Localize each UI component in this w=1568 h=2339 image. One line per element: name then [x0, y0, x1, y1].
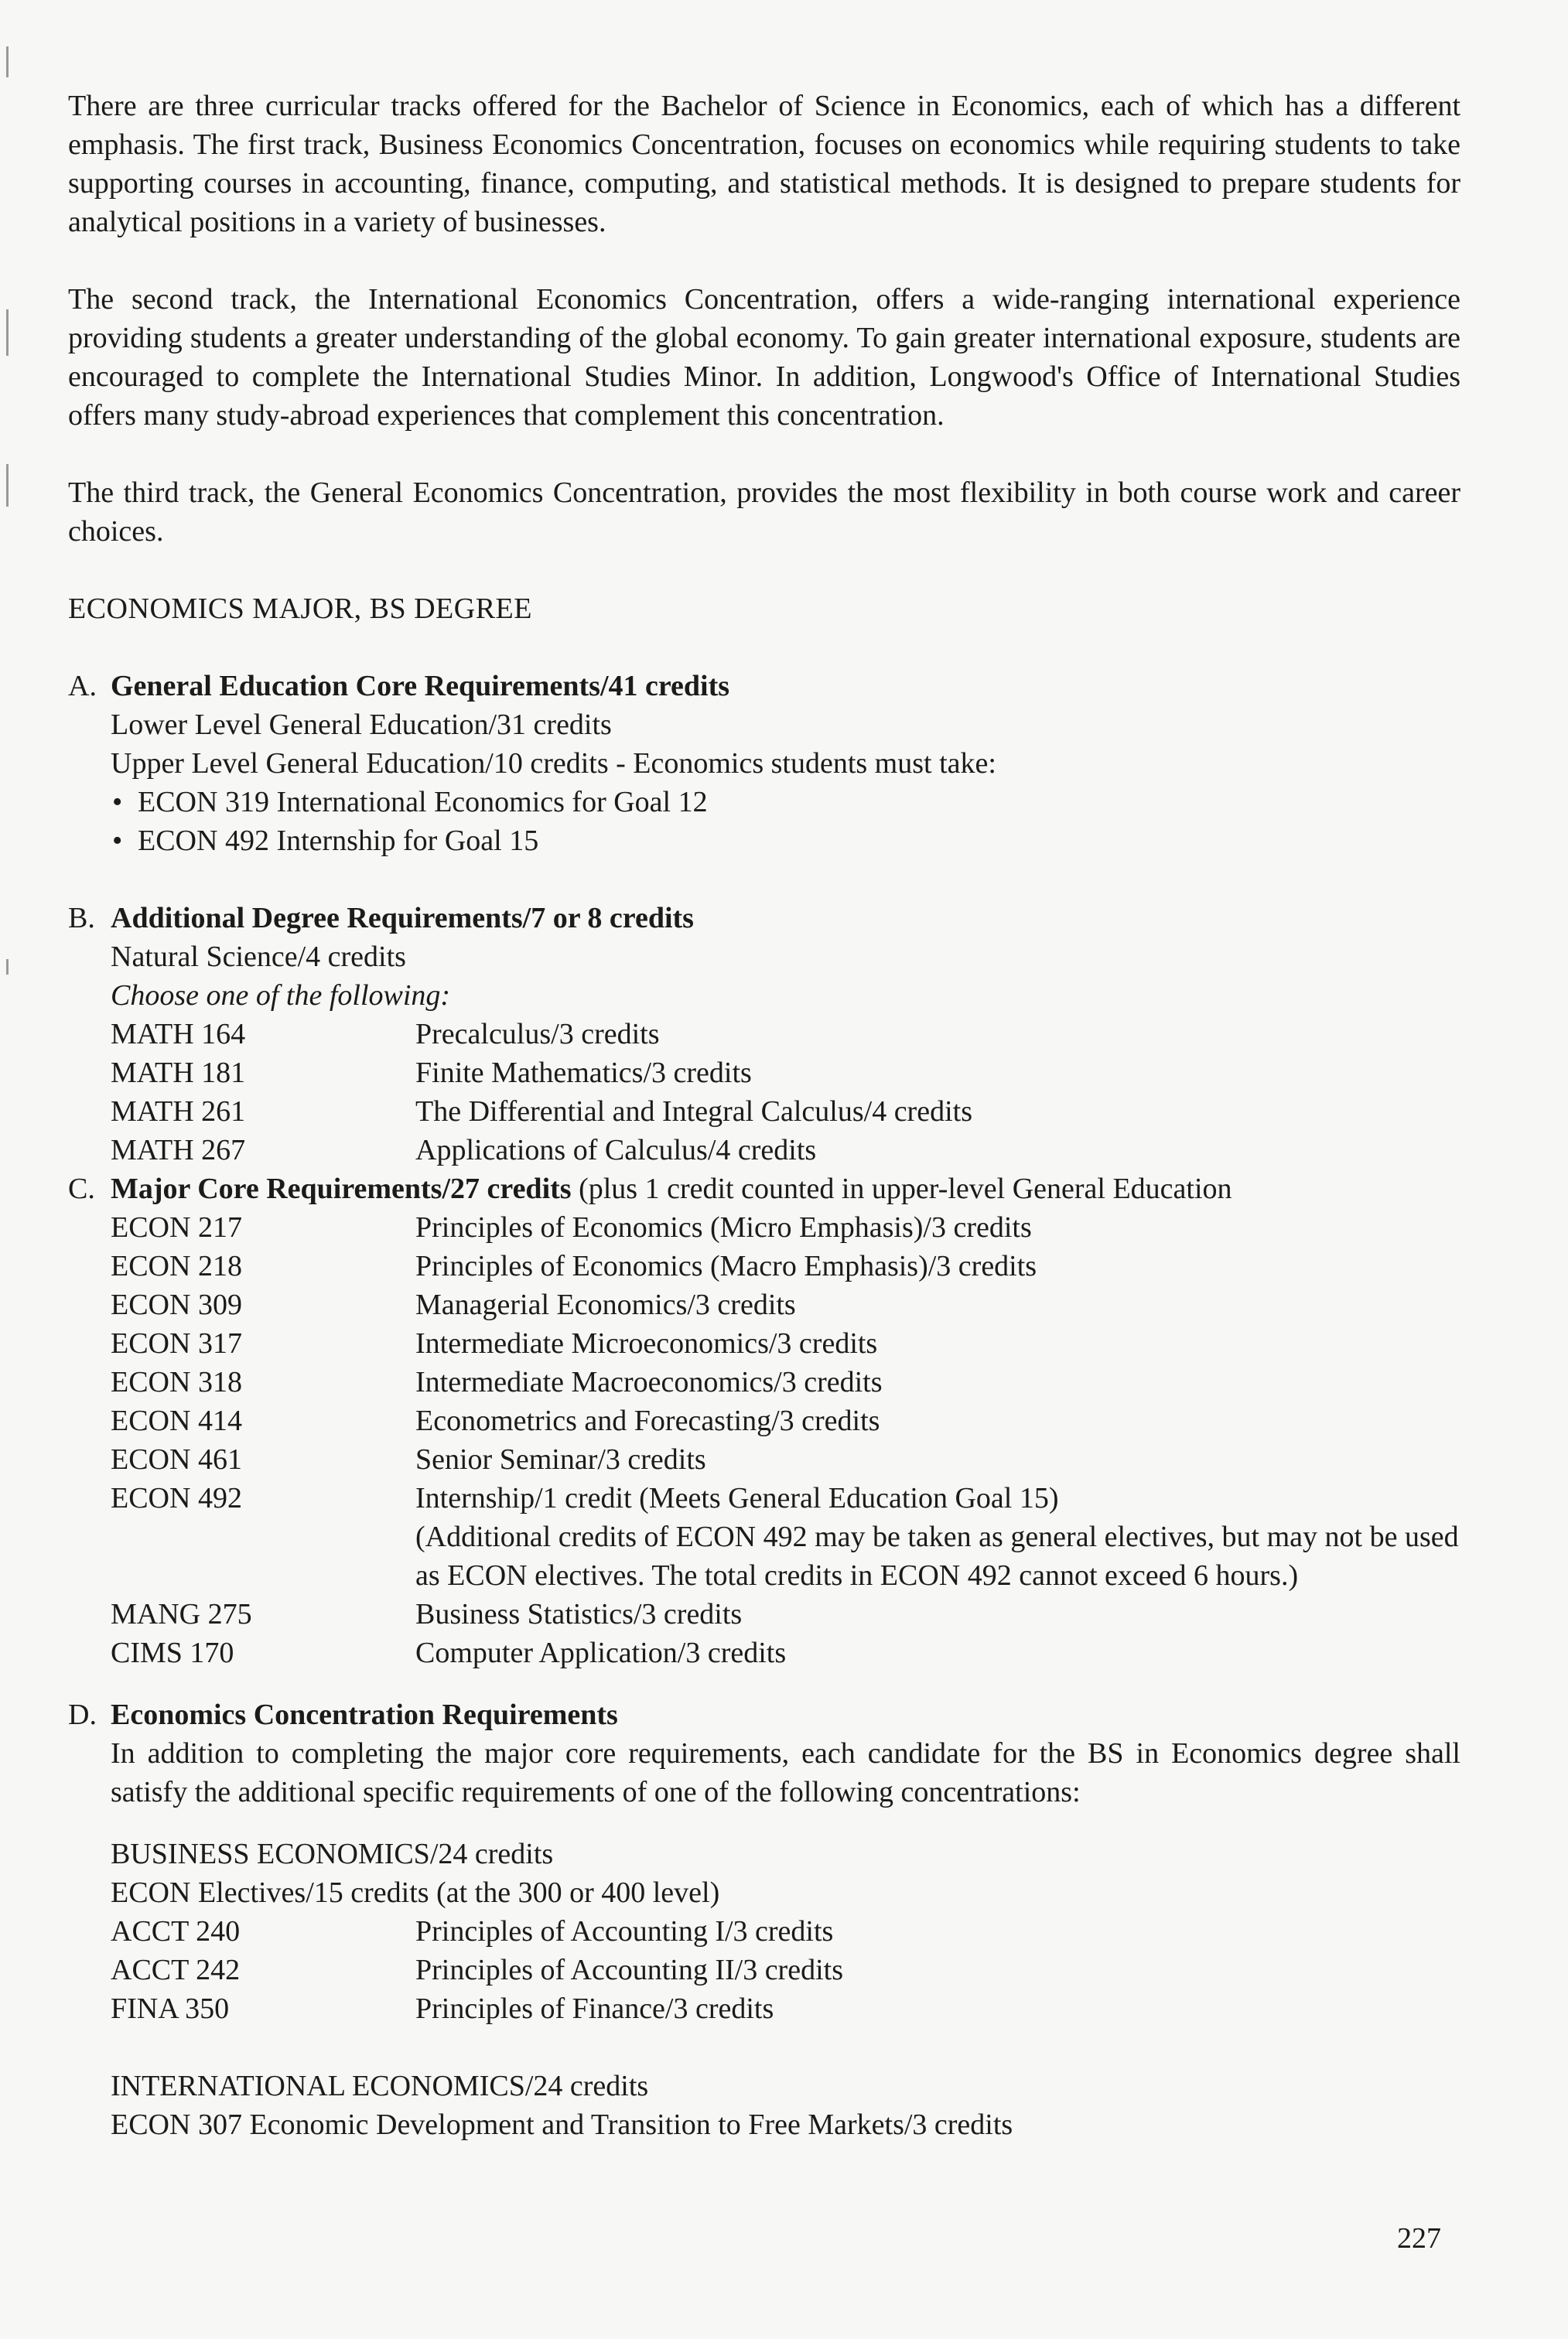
- scan-edge-mark: [6, 309, 9, 356]
- course-code: ECON 414: [111, 1405, 242, 1437]
- course-code: ACCT 240: [111, 1915, 241, 1948]
- course-code: MATH 261: [111, 1095, 246, 1128]
- course-description: Internship/1 credit (Meets General Education Goal 15): [415, 1482, 1059, 1514]
- international-economics-heading: [111, 2067, 1460, 2105]
- course-code: MATH 181: [111, 1057, 246, 1089]
- course-row: [111, 1479, 1460, 1518]
- section-title-note: (plus 1 credit counted in upper-level General Education: [579, 1173, 1232, 1205]
- course-row: [111, 1131, 1460, 1170]
- course-code: CIMS 170: [111, 1637, 234, 1669]
- course-description: Principles of Economics (Micro Emphasis)/3 credits: [415, 1211, 1032, 1244]
- course-row: [111, 1324, 1460, 1363]
- course-code: FINA 350: [111, 1992, 230, 2025]
- course-code: MATH 267: [111, 1134, 246, 1166]
- course-row: [111, 1015, 1460, 1053]
- bullet-item: • ECON 319 International Economics for Goal 12: [111, 783, 1460, 821]
- concentration-credits: /24 credits: [429, 1838, 554, 1870]
- course-row: [111, 1402, 1460, 1440]
- course-code: ECON 218: [111, 1250, 242, 1282]
- section-letter: D.: [68, 1699, 97, 1731]
- requirement-line: Lower Level General Education/31 credits: [111, 709, 612, 741]
- course-code: MANG 275: [111, 1598, 252, 1630]
- course-code: MATH 164: [111, 1018, 246, 1050]
- course-description: The Differential and Integral Calculus/4 credits: [415, 1095, 972, 1128]
- course-row: [111, 1634, 1460, 1672]
- page-number: 227: [1397, 2222, 1441, 2255]
- course-code: ECON 318: [111, 1366, 242, 1398]
- section-d: [68, 1695, 1460, 2144]
- course-row: [111, 1053, 1460, 1092]
- course-row: [111, 1989, 1460, 2028]
- section-letter: B.: [68, 902, 95, 934]
- course-code: ACCT 242: [111, 1954, 241, 1986]
- course-description: Senior Seminar/3 credits: [415, 1443, 706, 1476]
- section-letter: C.: [68, 1173, 95, 1205]
- major-heading: ECONOMICS MAJOR, BS DEGREE: [68, 592, 532, 625]
- course-row: [111, 1951, 1460, 1989]
- course-code: ECON 309: [111, 1289, 242, 1321]
- course-row: [111, 1595, 1460, 1634]
- course-description: Principles of Accounting I/3 credits: [415, 1915, 834, 1948]
- section-letter: A.: [68, 670, 97, 702]
- page-content: [68, 87, 1460, 2144]
- requirement-line: ECON Electives/15 credits (at the 300 or 400 level): [111, 1876, 720, 1909]
- course-row: [111, 1363, 1460, 1402]
- course-code: ECON 317: [111, 1327, 242, 1360]
- course-description: Intermediate Microeconomics/3 credits: [415, 1327, 878, 1360]
- course-row: [111, 1286, 1460, 1324]
- course-description: Principles of Finance/3 credits: [415, 1992, 774, 2025]
- course-description: Business Statistics/3 credits: [415, 1598, 743, 1630]
- intro-paragraph: The second track, the International Economics Concentration, offers a wide-ranging international experience providing students a greater understanding of the global economy. To gain greater international exposure, students are encouraged to complete the International Studies Minor. In addition, Longwood's Office of International Studies offers many study-abroad experiences that complement this concentration.: [68, 283, 1460, 432]
- course-row: [111, 1092, 1460, 1131]
- concentration-credits: /24 credits: [524, 2070, 649, 2102]
- intro-paragraph: The third track, the General Economics Concentration, provides the most flexibility in both course work and career choices.: [68, 476, 1460, 548]
- internship-note: (Additional credits of ECON 492 may be taken as general electives, but may not be used as ECON electives. The total credits in ECON 492 cannot exceed 6 hours.): [415, 1521, 1459, 1592]
- bullet-list: [111, 783, 1460, 860]
- concentration-title: BUSINESS ECONOMICS: [111, 1838, 430, 1870]
- course-description: Computer Application/3 credits: [415, 1637, 787, 1669]
- concentration-intro: In addition to completing the major core requirements, each candidate for the BS in Economics degree shall satisfy the additional specific requirements of one of the following concentrations:: [111, 1737, 1460, 1808]
- section-title-text: Major Core Requirements/27 credits: [111, 1173, 572, 1205]
- section-title: [111, 1170, 1460, 1208]
- requirement-line: ECON 307 Economic Development and Transition to Free Markets/3 credits: [111, 2109, 1013, 2141]
- scan-edge-mark: [6, 959, 9, 975]
- section-title: Additional Degree Requirements/7 or 8 credits: [111, 902, 694, 934]
- bullet-item: • ECON 492 Internship for Goal 15: [111, 821, 1460, 860]
- requirement-line: Upper Level General Education/10 credits - Economics students must take:: [111, 747, 996, 780]
- section-a: [68, 667, 1460, 860]
- course-code: ECON 461: [111, 1443, 242, 1476]
- section-c: [68, 1170, 1460, 1672]
- course-description: Econometrics and Forecasting/3 credits: [415, 1405, 880, 1437]
- choose-instruction: Choose one of the following:: [111, 979, 451, 1012]
- course-description: Principles of Accounting II/3 credits: [415, 1954, 843, 1986]
- course-row: [111, 1440, 1460, 1479]
- section-b: [68, 899, 1460, 1170]
- course-description: Principles of Economics (Macro Emphasis)/3 credits: [415, 1250, 1037, 1282]
- concentration-title: INTERNATIONAL ECONOMICS: [111, 2070, 525, 2102]
- business-economics-heading: [111, 1835, 1460, 1873]
- course-description: Precalculus/3 credits: [415, 1018, 660, 1050]
- scan-edge-mark: [6, 46, 9, 77]
- course-row: [111, 1247, 1460, 1286]
- course-description: Intermediate Macroeconomics/3 credits: [415, 1366, 883, 1398]
- section-title: Economics Concentration Requirements: [111, 1699, 618, 1731]
- scan-edge-mark: [6, 464, 9, 507]
- course-description: Managerial Economics/3 credits: [415, 1289, 796, 1321]
- requirement-line: Natural Science/4 credits: [111, 941, 406, 973]
- course-code: ECON 217: [111, 1211, 242, 1244]
- course-code: ECON 492: [111, 1482, 242, 1514]
- course-description: Finite Mathematics/3 credits: [415, 1057, 752, 1089]
- section-title: General Education Core Requirements/41 credits: [111, 670, 730, 702]
- intro-paragraph: There are three curricular tracks offered for the Bachelor of Science in Economics, each of which has a different emphasis. The first track, Business Economics Concentration, focuses on economics while requiring students to take supporting courses in accounting, finance, computing, and statistical methods. It is designed to prepare students for analytical positions in a variety of businesses.: [68, 90, 1460, 238]
- course-row: [111, 1912, 1460, 1951]
- course-description: Applications of Calculus/4 credits: [415, 1134, 817, 1166]
- course-row: [111, 1208, 1460, 1247]
